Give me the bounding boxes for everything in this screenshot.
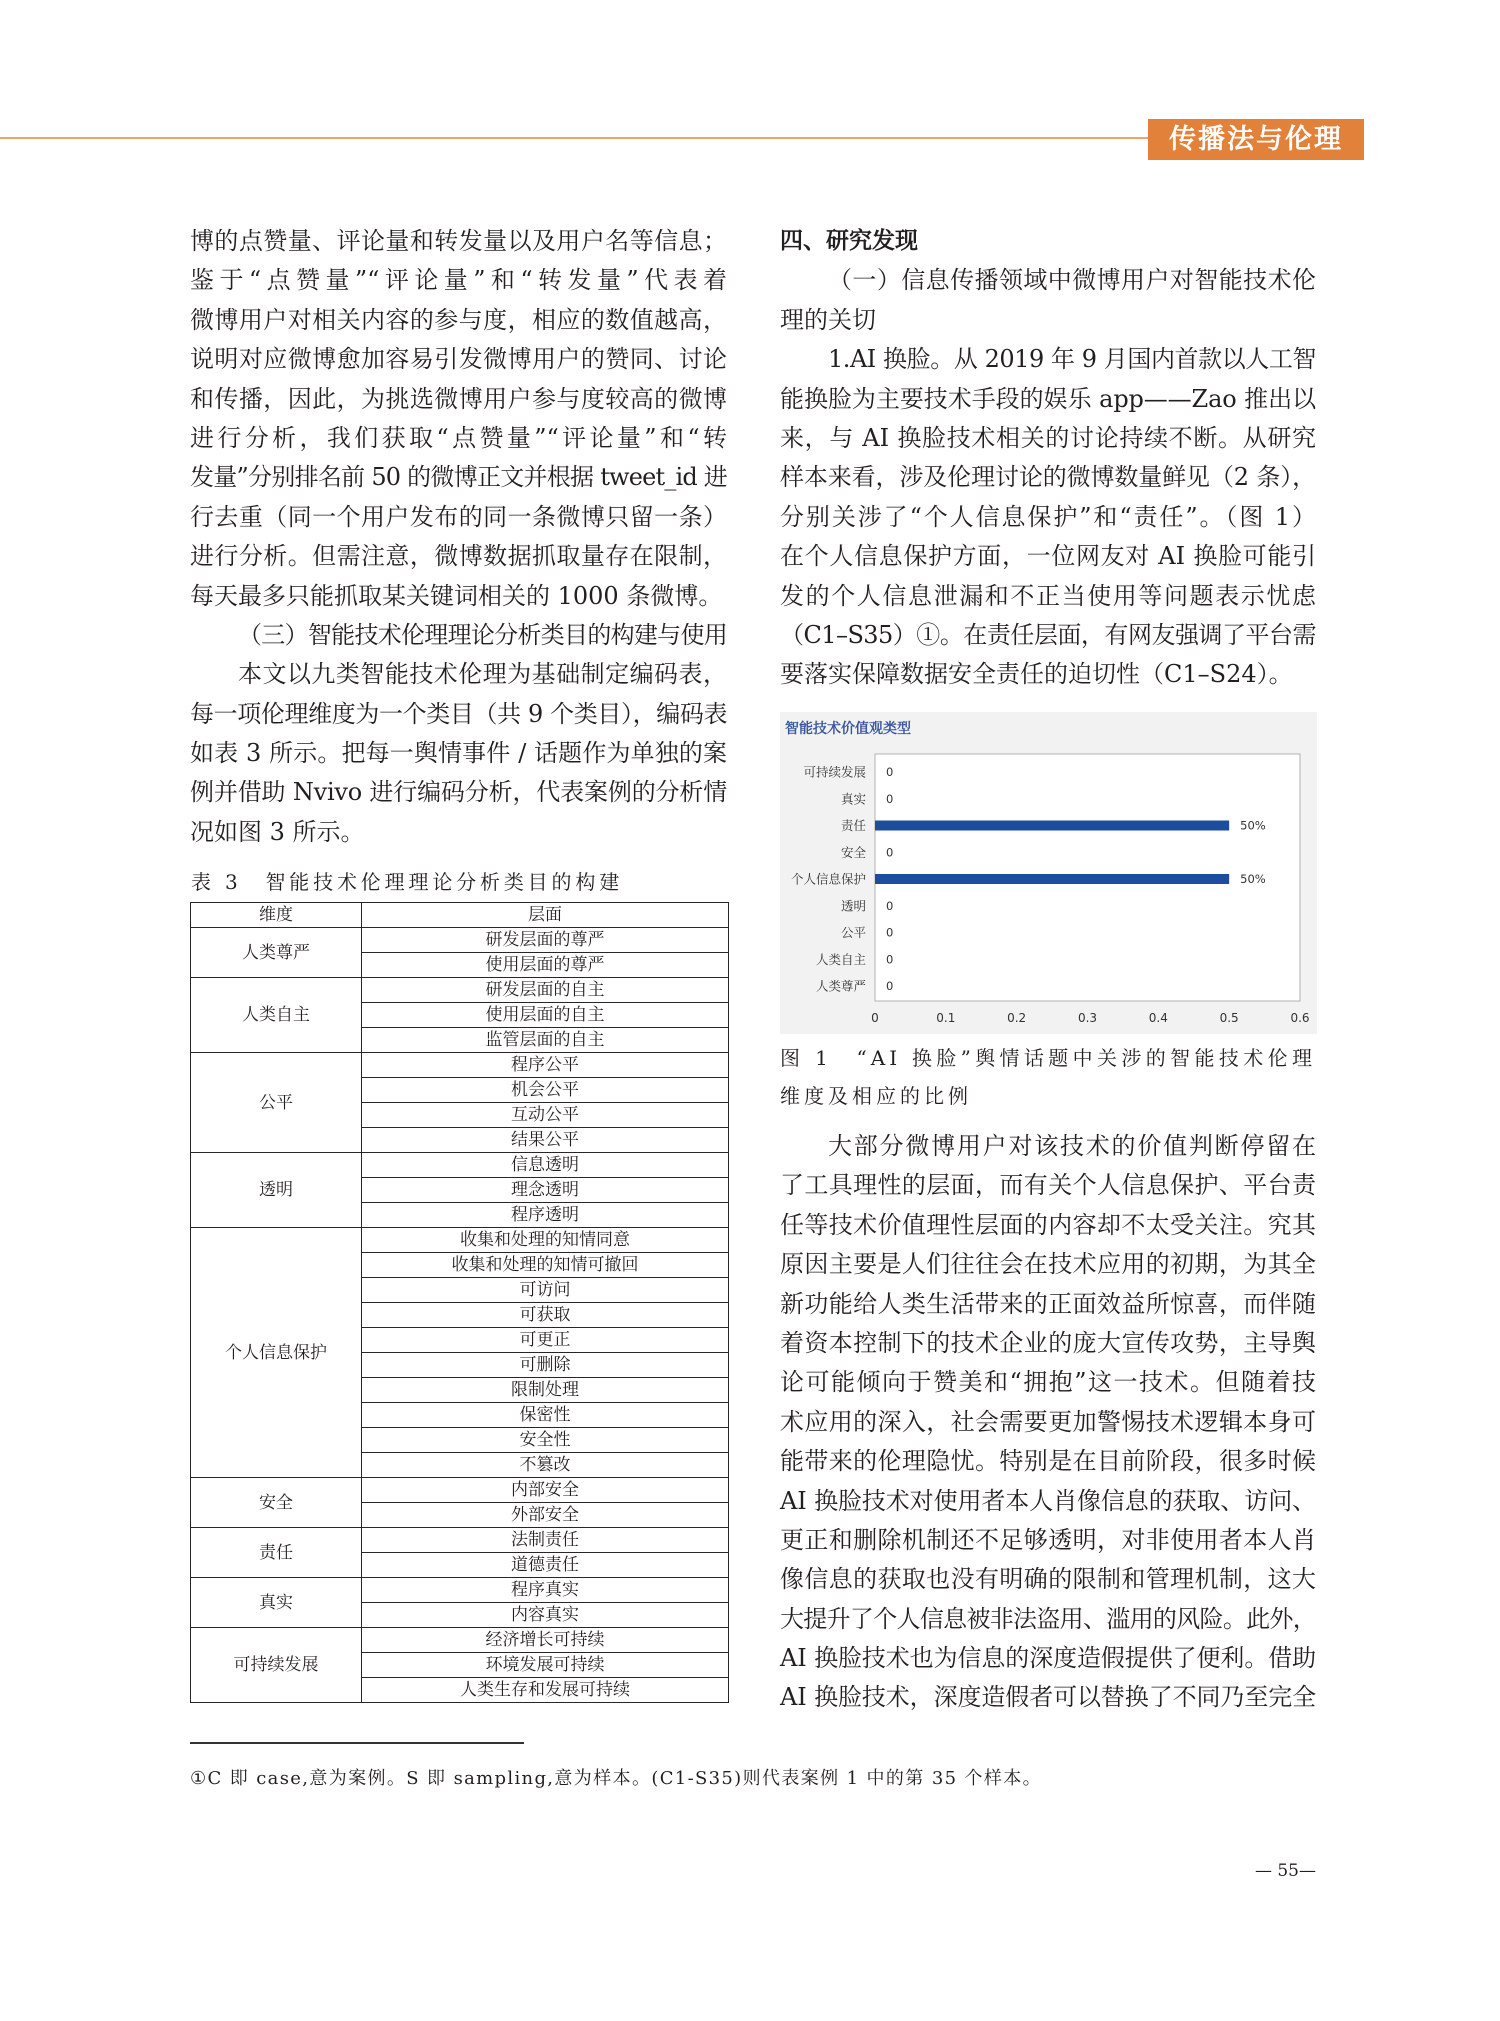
level-cell: 程序公平 [362,1053,729,1078]
text-line: 能换脸为主要技术手段的娱乐 app——Zao 推出以 [780,384,1316,413]
level-cell: 环境发展可持续 [362,1653,729,1678]
table-row [191,1053,729,1078]
level-cell: 结果公平 [362,1128,729,1153]
text-line: 进行分析。但需注意，微博数据抓取量存在限制， [190,542,727,571]
text-line: 要落实保障数据安全责任的迫切性（C1–S24）。 [780,660,1293,689]
level-cell: 可访问 [362,1278,729,1303]
subsection-heading [780,261,1316,340]
level-cell: 互动公平 [362,1103,729,1128]
level-cell: 内容真实 [362,1603,729,1628]
level-cell: 外部安全 [362,1503,729,1528]
text-line: 说明对应微博愈加容易引发微博用户的赞同、讨论 [190,345,727,374]
text-line: 更正和删除机制还不足够透明，对非使用者本人肖 [780,1525,1316,1554]
subsection-heading [190,616,727,655]
chart-bar [875,821,1229,831]
dimension-cell: 人类尊严 [191,928,362,978]
text-line: 任等技术价值理性层面的内容却不太受关注。究其 [780,1210,1316,1239]
text-line: 博的点赞量、评论量和转发量以及用户名等信息； [190,227,727,255]
level-cell: 信息透明 [362,1153,729,1178]
level-cell: 研发层面的自主 [362,978,729,1003]
level-cell: 可获取 [362,1303,729,1328]
level-cell: 程序真实 [362,1578,729,1603]
text-line: 着资本控制下的技术企业的庞大宣传攻势，主导舆 [780,1328,1316,1357]
level-cell: 收集和处理的知情可撤回 [362,1253,729,1278]
paragraph [780,340,1316,695]
text-line: 论可能倾向于赞美和“拥抱”这一技术。但随着技 [780,1368,1316,1397]
level-cell: 安全性 [362,1428,729,1453]
text-line: 新功能给人类生活带来的正面效益所惊喜，而伴随 [780,1289,1316,1318]
category-label: 人类自主 [815,951,866,967]
x-tick-label: 0.2 [1007,1011,1027,1025]
text-line: 了工具理性的层面，而有关个人信息保护、平台责 [780,1171,1316,1200]
dimension-cell: 安全 [191,1478,362,1528]
text-line: 微博用户对相关内容的参与度，相应的数值越高， [190,305,727,334]
table-caption: 表 3 智能技术伦理理论分析类目的构建 [191,870,623,894]
left-column [190,222,727,852]
column-header: 维度 [191,903,362,928]
section-heading: 四、研究发现 [780,228,918,254]
text-line: 分别关涉了“个人信息保护”和“责任”。（图 1） [780,502,1316,531]
text-line: AI 换脸技术，深度造假者可以替换了不同乃至完全 [780,1683,1316,1712]
text-line: 理的关切 [780,305,876,334]
level-cell: 使用层面的自主 [362,1003,729,1028]
category-label: 真实 [840,791,866,807]
x-tick-label: 0 [871,1011,879,1025]
level-cell: 道德责任 [362,1553,729,1578]
text-line: 在个人信息保护方面，一位网友对 AI 换脸可能引 [780,542,1316,571]
category-label: 透明 [840,898,866,914]
dimension-cell: 真实 [191,1578,362,1628]
page-number: — 55— [1254,1861,1316,1881]
table-row [191,1228,729,1253]
category-label: 公平 [840,925,866,940]
dimension-cell: 责任 [191,1528,362,1578]
text-line: 像信息的获取也没有明确的限制和管理机制，这大 [780,1565,1316,1594]
table-row [191,1478,729,1503]
text-line: 和传播，因此，为挑选微博用户参与度较高的微博 [190,384,727,413]
dimension-cell: 公平 [191,1053,362,1153]
text-line: AI 换脸技术对使用者本人肖像信息的获取、访问、 [780,1486,1316,1515]
right-column [780,222,1316,695]
category-label: 人类尊严 [815,978,866,994]
text-line: 术应用的深入，社会需要更加警惕技术逻辑本身可 [780,1407,1316,1436]
footnote: ①C 即 case,意为案例。S 即 sampling,意为样本。(C1-S35)则代表案例 1 中的第 35 个样本。 [190,1768,1042,1789]
text-line: 如表 3 所示。把每一舆情事件 / 话题作为单独的案 [190,739,727,768]
table-row [191,1628,729,1653]
level-cell: 可更正 [362,1328,729,1353]
level-cell: 不篡改 [362,1453,729,1478]
text-line: 每天最多只能抓取某关键词相关的 1000 条微博。 [190,581,723,610]
text-line: 原因主要是人们往往会在技术应用的初期，为其全 [780,1250,1316,1279]
x-tick-label: 0.6 [1290,1011,1310,1025]
table-row [191,978,729,1003]
text-line: 维度及相应的比例 [780,1084,972,1108]
level-cell: 监管层面的自主 [362,1028,729,1053]
data-label: 0 [886,898,894,913]
text-line: 鉴于“点赞量”“评论量”和“转发量”代表着 [190,266,727,295]
x-tick-label: 0.5 [1219,1011,1239,1025]
header-rule [0,137,1150,139]
level-cell: 理念透明 [362,1178,729,1203]
text-line: 发量”分别排名前 50 的微博正文并根据 tweet_id 进 [190,463,727,492]
paragraph [190,222,727,616]
text-line: （一）信息传播领域中微博用户对智能技术伦 [828,266,1316,295]
text-line: 每一项伦理维度为一个类目（共 9 个类目），编码表 [190,699,727,728]
level-cell: 使用层面的尊严 [362,953,729,978]
footnote-rule [190,1742,524,1744]
text-line: （C1–S35）①。在责任层面，有网友强调了平台需 [780,620,1316,649]
x-tick-label: 0.1 [936,1011,956,1025]
bar-chart [780,712,1317,1034]
level-cell: 机会公平 [362,1078,729,1103]
level-cell: 人类生存和发展可持续 [362,1678,729,1703]
level-cell: 研发层面的尊严 [362,928,729,953]
level-cell: 内部安全 [362,1478,729,1503]
text-line: 1.AI 换脸。从 2019 年 9 月国内首款以人工智 [828,345,1316,374]
data-label: 0 [886,952,894,967]
text-line: 大提升了个人信息被非法盗用、滥用的风险。此外， [780,1604,1316,1633]
category-label: 责任 [840,818,866,833]
text-line: 能带来的伦理隐忧。特别是在目前阶段，很多时候 [780,1447,1316,1476]
figure-caption [780,1039,1316,1115]
paragraph [780,1127,1316,1718]
text-line: 大部分微博用户对该技术的价值判断停留在 [828,1132,1316,1160]
dimension-cell: 可持续发展 [191,1628,362,1703]
x-tick-label: 0.4 [1148,1011,1168,1025]
level-cell: 经济增长可持续 [362,1628,729,1653]
text-line: 本文以九类智能技术伦理为基础制定编码表， [238,660,727,689]
text-line: 进行分析，我们获取“点赞量”“评论量”和“转 [190,423,727,452]
table-row [191,1153,729,1178]
text-line: 行去重（同一个用户发布的同一条微博只留一条） [190,502,727,531]
text-line: 样本来看，涉及伦理讨论的微博数量鲜见（2 条）， [780,463,1316,492]
data-label: 0 [886,979,894,993]
level-cell: 法制责任 [362,1528,729,1553]
column-label: 传播法与伦理 [1148,119,1364,160]
level-cell: 保密性 [362,1403,729,1428]
data-label: 0 [886,765,894,779]
dimension-cell: 人类自主 [191,978,362,1053]
data-label: 0 [886,925,894,940]
text-line: 发的个人信息泄漏和不正当使用等问题表示忧虑 [780,581,1316,610]
chart-title: 智能技术价值观类型 [785,721,911,737]
table-row [191,928,729,953]
level-cell: 可删除 [362,1353,729,1378]
category-label: 安全 [840,844,866,860]
x-tick-label: 0.3 [1077,1011,1098,1025]
data-label: 0 [886,845,894,860]
table-row [191,1528,729,1553]
text-line: 例并借助 Nvivo 进行编码分析，代表案例的分析情 [190,778,727,807]
table-3 [190,902,729,1703]
category-label: 个人信息保护 [790,871,866,887]
paragraph [190,655,727,852]
text-line: 况如图 3 所示。 [190,817,365,846]
level-cell: 程序透明 [362,1203,729,1228]
text-line: AI 换脸技术也为信息的深度造假提供了便利。借助 [780,1644,1316,1673]
level-cell: 限制处理 [362,1378,729,1403]
level-cell: 收集和处理的知情同意 [362,1228,729,1253]
dimension-cell: 个人信息保护 [191,1228,362,1478]
text-line: 图 1 “AI 换脸”舆情话题中关涉的智能技术伦理 [780,1046,1316,1070]
category-label: 可持续发展 [803,764,866,780]
data-label: 0 [886,791,894,806]
text-line: 来，与 AI 换脸技术相关的讨论持续不断。从研究 [780,423,1316,452]
table-body [191,928,729,1703]
text-line: （三）智能技术伦理理论分析类目的构建与使用 [238,620,727,649]
chart-bar [875,874,1229,884]
data-label: 50% [1240,872,1266,886]
column-header: 层面 [362,903,729,928]
table-header-row [191,903,729,928]
table-row [191,1578,729,1603]
right-column-continued [780,1127,1316,1718]
data-label: 50% [1240,818,1266,833]
dimension-cell: 透明 [191,1153,362,1228]
